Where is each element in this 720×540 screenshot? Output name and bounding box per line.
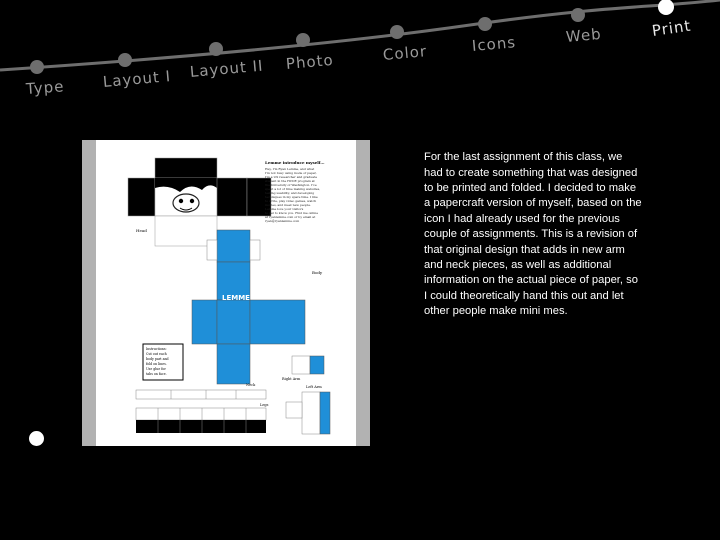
body-label: Body bbox=[312, 270, 323, 275]
nav-item-type[interactable]: Type bbox=[25, 77, 65, 98]
instructions-text: Instructions: Cut out each body part and fold on lines. Use glue for tabs on face. bbox=[146, 347, 169, 376]
papercraft-artwork bbox=[82, 140, 370, 446]
nav-item-print[interactable]: Print bbox=[650, 16, 693, 40]
paper-sheet bbox=[96, 140, 356, 446]
timeline-dot-web[interactable] bbox=[571, 8, 585, 22]
intro-text: Hey, I'm Ryan Lemme, and what I'm not busy using mode of paper, I'm a UX researcher and graduate student in the HCDE program at the University of Washington. I've spent a lot of time making websites, testing usability, and developing techniques in my spare time. I like to write, play video games, watch movies, and meet new people. Lemme love your visitors to get to know you. Find me online at ryanlemme.com or by email at ryan@ryanlemme.com bbox=[265, 167, 321, 223]
nav-item-web[interactable]: Web bbox=[565, 24, 603, 46]
timeline-nav bbox=[0, 0, 720, 120]
side-indicator-dot bbox=[29, 431, 44, 446]
timeline-dot-photo[interactable] bbox=[296, 33, 310, 47]
nav-item-layout-2[interactable]: Layout II bbox=[189, 56, 265, 81]
timeline-dot-color[interactable] bbox=[390, 25, 404, 39]
papercraft-template bbox=[96, 140, 356, 446]
timeline-dot-icons[interactable] bbox=[478, 17, 492, 31]
nav-item-layout-1[interactable]: Layout I bbox=[102, 67, 172, 91]
nav-item-photo[interactable]: Photo bbox=[285, 50, 335, 73]
nav-item-icons[interactable]: Icons bbox=[471, 33, 517, 55]
timeline-dot-layout-1[interactable] bbox=[118, 53, 132, 67]
timeline-dot-type[interactable] bbox=[30, 60, 44, 74]
neck-label: Neck bbox=[246, 383, 256, 387]
head-label: Head bbox=[136, 228, 147, 233]
timeline-line bbox=[0, 0, 720, 70]
timeline-dot-print[interactable] bbox=[658, 0, 674, 15]
timeline-dot-layout-2[interactable] bbox=[209, 42, 223, 56]
body-word: LEMME bbox=[222, 294, 250, 302]
nav-item-color[interactable]: Color bbox=[382, 42, 428, 64]
left-arm-label: Left Arm bbox=[306, 385, 322, 389]
intro-heading: Lemme introduce myself... bbox=[265, 160, 325, 165]
project-description: For the last assignment of this class, we had to create something that was designed to be printed and folded. I decided to make a papercraft version of myself, based on the icon I had already used for the previous couple of assignments. This is a revision of that original design that adds in new arm and neck pieces, as well as additional information on the actual piece of paper, so I could theoretically hand this out and let other people make mini mes. bbox=[424, 151, 642, 318]
legs-label: Legs bbox=[260, 403, 269, 407]
right-arm-label: Right Arm bbox=[282, 377, 301, 381]
